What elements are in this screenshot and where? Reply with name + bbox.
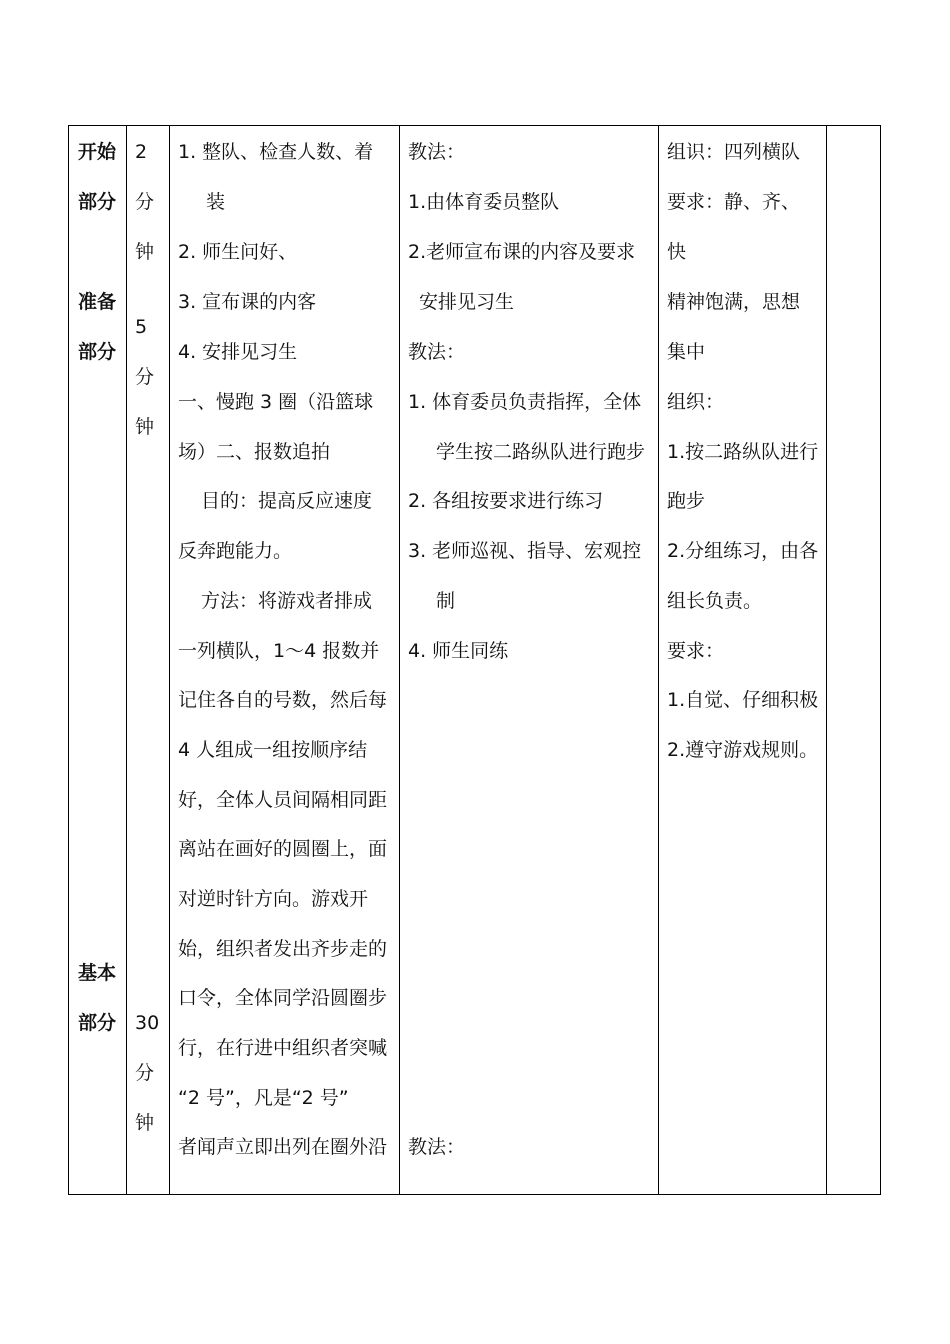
content-line: 3. 宣布课的内客 (178, 291, 317, 313)
notes-column (827, 126, 882, 1194)
time-2-unit2: 钟 (135, 241, 155, 263)
content-line: 对逆时针方向。游戏开 (178, 888, 369, 910)
method-line: 教法： (408, 141, 466, 163)
content-line: 好，全体人员间隔相同距 (178, 789, 388, 811)
organization-line: 跑步 (667, 490, 706, 512)
content-line: 反奔跑能力。 (178, 540, 293, 562)
organization-line: 2.遵守游戏规则。 (667, 739, 819, 761)
content-line: “2 号”，凡是“2 号” (178, 1087, 349, 1109)
content-line: 行，在行进中组织者突喊 (178, 1037, 388, 1059)
method-line: 教法： (408, 341, 466, 363)
section-basic-line2: 部分 (78, 1012, 117, 1034)
section-column (69, 126, 127, 1194)
organization-line: 要求：静、齐、 (667, 191, 801, 213)
section-start-line2: 部分 (78, 191, 117, 213)
time-30-value: 30 (135, 1012, 160, 1034)
time-5-value: 5 (135, 316, 148, 338)
organization-line: 组织： (667, 391, 725, 413)
organization-line: 要求： (667, 640, 725, 662)
organization-line: 组长负责。 (667, 590, 763, 612)
content-line: 方法：将游戏者排成 (201, 590, 373, 612)
organization-line: 1.按二路纵队进行 (667, 441, 819, 463)
content-line: 记住各自的号数，然后每 (178, 689, 388, 711)
time-column (127, 126, 170, 1194)
content-line: 目的：提高反应速度 (201, 490, 373, 512)
method-line: 1.由体育委员整队 (408, 191, 560, 213)
method-line: 教法： (408, 1136, 466, 1158)
content-line: 一列横队，1～4 报数并 (178, 640, 380, 662)
content-line: 离站在画好的圆圈上，面 (178, 838, 388, 860)
time-30-unit1: 分 (135, 1062, 155, 1084)
lesson-plan-table (68, 125, 881, 1195)
method-line: 学生按二路纵队进行跑步 (436, 441, 646, 463)
time-5-unit2: 钟 (135, 416, 155, 438)
organization-column (659, 126, 827, 1194)
method-line: 4. 师生同练 (408, 640, 509, 662)
section-basic-line1: 基本 (78, 962, 117, 984)
section-start-line1: 开始 (78, 141, 117, 163)
content-line: 2. 师生问好、 (178, 241, 298, 263)
time-5-unit1: 分 (135, 366, 155, 388)
content-line: 4 人组成一组按顺序结 (178, 739, 368, 761)
organization-line: 2.分组练习，由各 (667, 540, 819, 562)
organization-line: 1.自觉、仔细积极 (667, 689, 819, 711)
content-column (170, 126, 400, 1194)
organization-line: 快 (667, 241, 687, 263)
organization-line: 组识：四列横队 (667, 141, 801, 163)
content-line: 始，组织者发出齐步走的 (178, 938, 388, 960)
content-line: 1. 整队、检查人数、着 (178, 141, 374, 163)
time-2-unit1: 分 (135, 191, 155, 213)
content-line: 口令，全体同学沿圆圈步 (178, 987, 388, 1009)
method-line: 安排见习生 (419, 291, 515, 313)
content-line: 场）二、报数追拍 (178, 441, 331, 463)
time-2-value: 2 (135, 141, 148, 163)
method-line: 2. 各组按要求进行练习 (408, 490, 604, 512)
method-line: 3. 老师巡视、指导、宏观控 (408, 540, 642, 562)
section-prep-line1: 准备 (78, 291, 117, 313)
time-30-unit2: 钟 (135, 1112, 155, 1134)
content-line: 一、慢跑 3 圈（沿篮球 (178, 391, 374, 413)
method-line: 1. 体育委员负责指挥，全体 (408, 391, 642, 413)
section-prep-line2: 部分 (78, 341, 117, 363)
organization-line: 精神饱满，思想 (667, 291, 801, 313)
method-column (400, 126, 659, 1194)
content-line: 者闻声立即出列在圈外沿 (178, 1136, 388, 1158)
content-line: 装 (206, 191, 226, 213)
organization-line: 集中 (667, 341, 706, 363)
content-line: 4. 安排见习生 (178, 341, 298, 363)
method-line: 2.老师宣布课的内容及要求 (408, 241, 636, 263)
method-line: 制 (436, 590, 456, 612)
